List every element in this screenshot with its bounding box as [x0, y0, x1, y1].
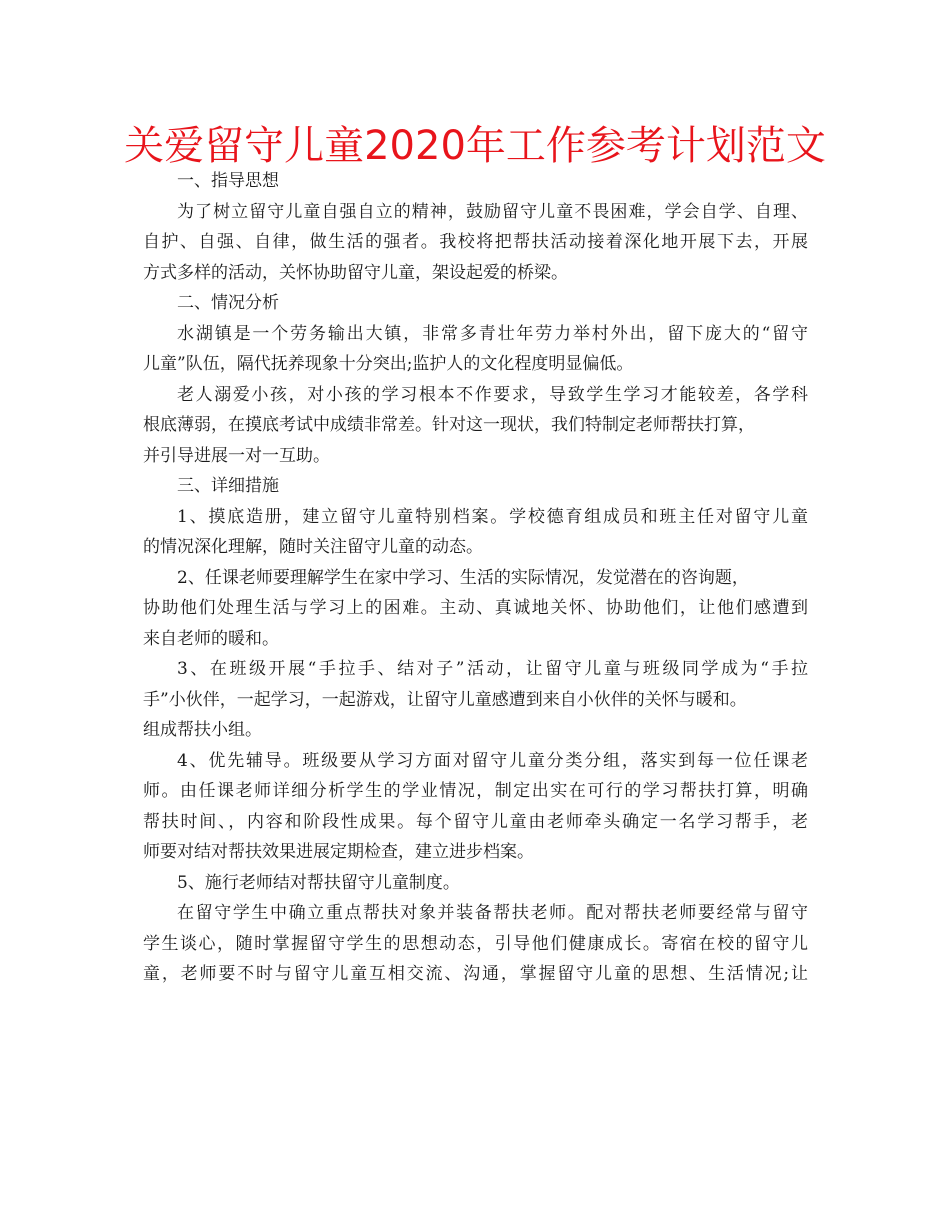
body-line: 的情况深化理解，随时关注留守儿童的动态。: [143, 537, 483, 557]
body-line: 手”小伙伴，一起学习，一起游戏，让留守儿童感遭到来自小伙伴的关怀与暖和。: [143, 689, 747, 710]
body-line: 儿童”队伍，隔代抚养现象十分突出;监护人的文化程度明显偏低。: [143, 354, 634, 374]
body-line: 方式多样的活动，关怀协助留守儿童，架设起爱的桥梁。: [143, 262, 568, 283]
body-line: 帮扶时间、，内容和阶段性成果。每个留守儿童由老师牵头确定一名学习帮手，老: [143, 811, 808, 832]
body-line: 师要对结对帮扶效果进展定期检查，建立进步档案。: [143, 842, 534, 862]
body-line: 在留守学生中确立重点帮扶对象并装备帮扶老师。配对帮扶老师要经常与留守: [177, 903, 808, 923]
document-body: [143, 166, 808, 990]
body-line: 自护、自强、自律，做生活的强者。我校将把帮扶活动接着深化地开展下去，开展: [143, 232, 808, 252]
body-line: 协助他们处理生活与学习上的困难。主动、真诚地关怀、协助他们，让他们感遭到: [143, 598, 808, 618]
body-line: 为了树立留守儿童自强自立的精神，鼓励留守儿童不畏困难，学会自学、自理、: [177, 201, 808, 222]
body-line: 1、摸底造册，建立留守儿童特别档案。学校德育组成员和班主任对留守儿童: [177, 506, 808, 527]
body-line: 3、在班级开展“手拉手、结对子”活动，让留守儿童与班级同学成为“手拉: [177, 659, 808, 679]
document-title: 关爱留守儿童2020年工作参考计划范文: [124, 123, 826, 169]
body-line: 根底薄弱，在摸底考试中成绩非常差。针对这一现状，我们特制定老师帮扶打算，: [143, 415, 755, 435]
body-line: 老人溺爱小孩，对小孩的学习根本不作要求，导致学生学习才能较差，各学科: [177, 384, 808, 405]
body-line: 师。由任课老师详细分析学生的学业情况，制定出实在可行的学习帮扶打算，明确: [143, 781, 808, 801]
body-line: 一、指导思想: [177, 171, 279, 191]
body-line: 5、施行老师结对帮扶留守儿童制度。: [177, 872, 460, 893]
body-line: 二、情况分析: [177, 293, 279, 313]
body-line: 组成帮扶小组。: [143, 720, 262, 740]
body-line: 2、任课老师要理解学生在家中学习、生活的实际情况，发觉潜在的咨询题，: [177, 567, 749, 588]
body-line: 童，老师要不时与留守儿童互相交流、沟通，掌握留守儿童的思想、生活情况;让: [143, 964, 808, 984]
body-line: 4、优先辅导。班级要从学习方面对留守儿童分类分组，落实到每一位任课老: [177, 750, 808, 771]
body-line: 三、详细措施: [177, 476, 279, 496]
body-line: 来自老师的暖和。: [143, 628, 279, 649]
body-line: 水湖镇是一个劳务输出大镇，非常多青壮年劳力举村外出，留下庞大的“留守: [177, 323, 808, 344]
body-line: 学生谈心，随时掌握留守学生的思想动态，引导他们健康成长。寄宿在校的留守儿: [143, 933, 808, 954]
body-line: 并引导进展一对一互助。: [143, 445, 330, 466]
